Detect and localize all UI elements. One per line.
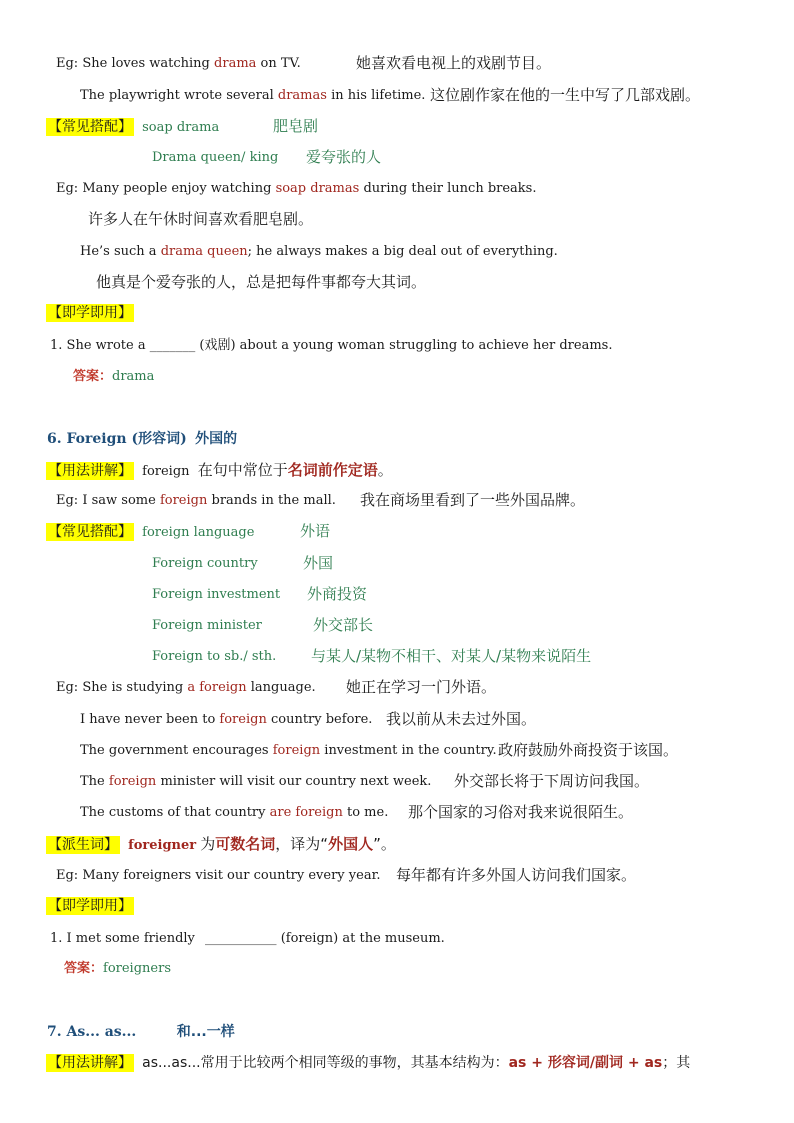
usage-keyword: as + 形容词/副词 + as	[508, 1055, 663, 1071]
keyword: foreign	[159, 493, 208, 508]
keyword: dramas	[277, 88, 327, 103]
example-line: Eg: Many foreigners visit our country every year.	[56, 868, 381, 883]
keyword: soap dramas	[275, 181, 360, 196]
keyword: are foreign	[269, 805, 343, 820]
example-line: Eg: She is studying a foreign language.	[56, 680, 316, 695]
collocation-row: 【常见搭配】 soap drama	[48, 119, 220, 135]
collocation-cn: 外国	[303, 554, 334, 572]
practice-tag: 【即学即用】	[48, 898, 132, 914]
translation: 外交部长将于下周访问我国。	[454, 772, 650, 790]
practice-tag-row	[46, 897, 134, 916]
example-line: Eg: I saw some foreign brands in the mall.	[56, 493, 336, 508]
collocation-en: Foreign minister	[152, 618, 262, 633]
answer-blank: ___________	[205, 931, 277, 946]
translation: 许多人在午休时间喜欢看肥皂剧。	[88, 210, 314, 228]
translation: 她正在学习一门外语。	[346, 678, 497, 696]
example-line: The playwright wrote several dramas in his lifetime.	[80, 88, 426, 103]
collocation-row: 【常见搭配】 foreign language	[48, 524, 255, 540]
translation: 他真是个爱夸张的人，总是把每件事都夸大其词。	[96, 273, 427, 291]
example-line: The government encourages foreign investment in the country.	[80, 743, 497, 758]
collocation-cn: 肥皂剧	[273, 117, 319, 135]
keyword: drama	[214, 56, 257, 71]
collocation-en: Foreign country	[152, 556, 258, 571]
collocation-tag: 【常见搭配】	[48, 119, 132, 135]
section-heading: 7. As... as... 和...一样	[47, 1024, 235, 1040]
keyword: a foreign	[187, 680, 247, 695]
answer-row	[73, 368, 154, 386]
collocation-cn: 爱夸张的人	[306, 148, 382, 166]
practice-tag: 【即学即用】	[48, 305, 132, 321]
translation: 政府鼓励外商投资于该国。	[498, 741, 679, 759]
usage-tag: 【用法讲解】	[48, 463, 132, 479]
collocation-en: Foreign investment	[152, 587, 281, 602]
example-line: Eg: She loves watching drama on TV.	[56, 56, 301, 71]
example-line: Eg: Many people enjoy watching soap dramas during their lunch breaks.	[56, 181, 537, 196]
translation: 我以前从未去过外国。	[386, 710, 537, 728]
answer-label: 答案：	[64, 961, 104, 976]
collocation-cn: 外语	[300, 522, 331, 540]
keyword: drama queen	[160, 244, 248, 259]
answer-value: drama	[112, 369, 155, 384]
usage-row: 【用法讲解】 as...as...常用于比较两个相同等级的事物，其基本结构为：as + 形容词/副词 + as；其	[48, 1055, 691, 1071]
answer-label: 答案：	[73, 369, 113, 384]
example-line: He’s such a drama queen; he always makes a big deal out of everything.	[80, 244, 558, 259]
example-line: I have never been to foreign country before.	[80, 712, 373, 727]
collocation-cn: 外交部长	[313, 616, 374, 634]
translation: 那个国家的习俗对我来说很陌生。	[408, 803, 634, 821]
question: 1. I met some friendly ___________ (foreign) at the museum.	[50, 931, 445, 946]
question: 1. She wrote a _______ (戏剧) about a young woman struggling to achieve her dreams.	[50, 338, 613, 353]
usage-keyword: 名词前作定语	[287, 461, 378, 479]
answer-value: foreigners	[103, 961, 171, 976]
derivative-row: 【派生词】 foreigner 为可数名词，译为“外国人”。	[48, 835, 396, 853]
keyword: foreign	[108, 774, 157, 789]
section-heading: 6. Foreign (形容词) 外国的	[47, 431, 238, 447]
translation: 她喜欢看电视上的戏剧节目。	[356, 54, 552, 72]
keyword: foreign	[272, 743, 321, 758]
usage-tag: 【用法讲解】	[48, 1055, 132, 1071]
example-line: The customs of that country are foreign to me.	[80, 805, 389, 820]
practice-tag-row	[46, 304, 134, 323]
collocation-tag: 【常见搭配】	[48, 524, 132, 540]
derivative-tag: 【派生词】	[48, 837, 118, 853]
collocation-en: Drama queen/ king	[152, 150, 279, 165]
translation: 这位剧作家在他的一生中写了几部戏剧。	[430, 86, 701, 104]
usage-row: 【用法讲解】 foreign 在句中常位于名词前作定语。	[48, 461, 393, 479]
keyword: foreign	[219, 712, 267, 727]
translation: 我在商场里看到了一些外国品牌。	[360, 491, 586, 509]
answer-row	[64, 960, 171, 978]
collocation-en: Foreign to sb./ sth.	[152, 649, 277, 664]
derivative-word: foreigner	[128, 838, 197, 853]
collocation-cn: 外商投资	[307, 585, 368, 603]
collocation-cn: 与某人/某物不相干、对某人/某物来说陌生	[311, 647, 592, 665]
translation: 每年都有许多外国人访问我们国家。	[396, 866, 637, 884]
example-line: The foreign minister will visit our country next week.	[80, 774, 432, 789]
